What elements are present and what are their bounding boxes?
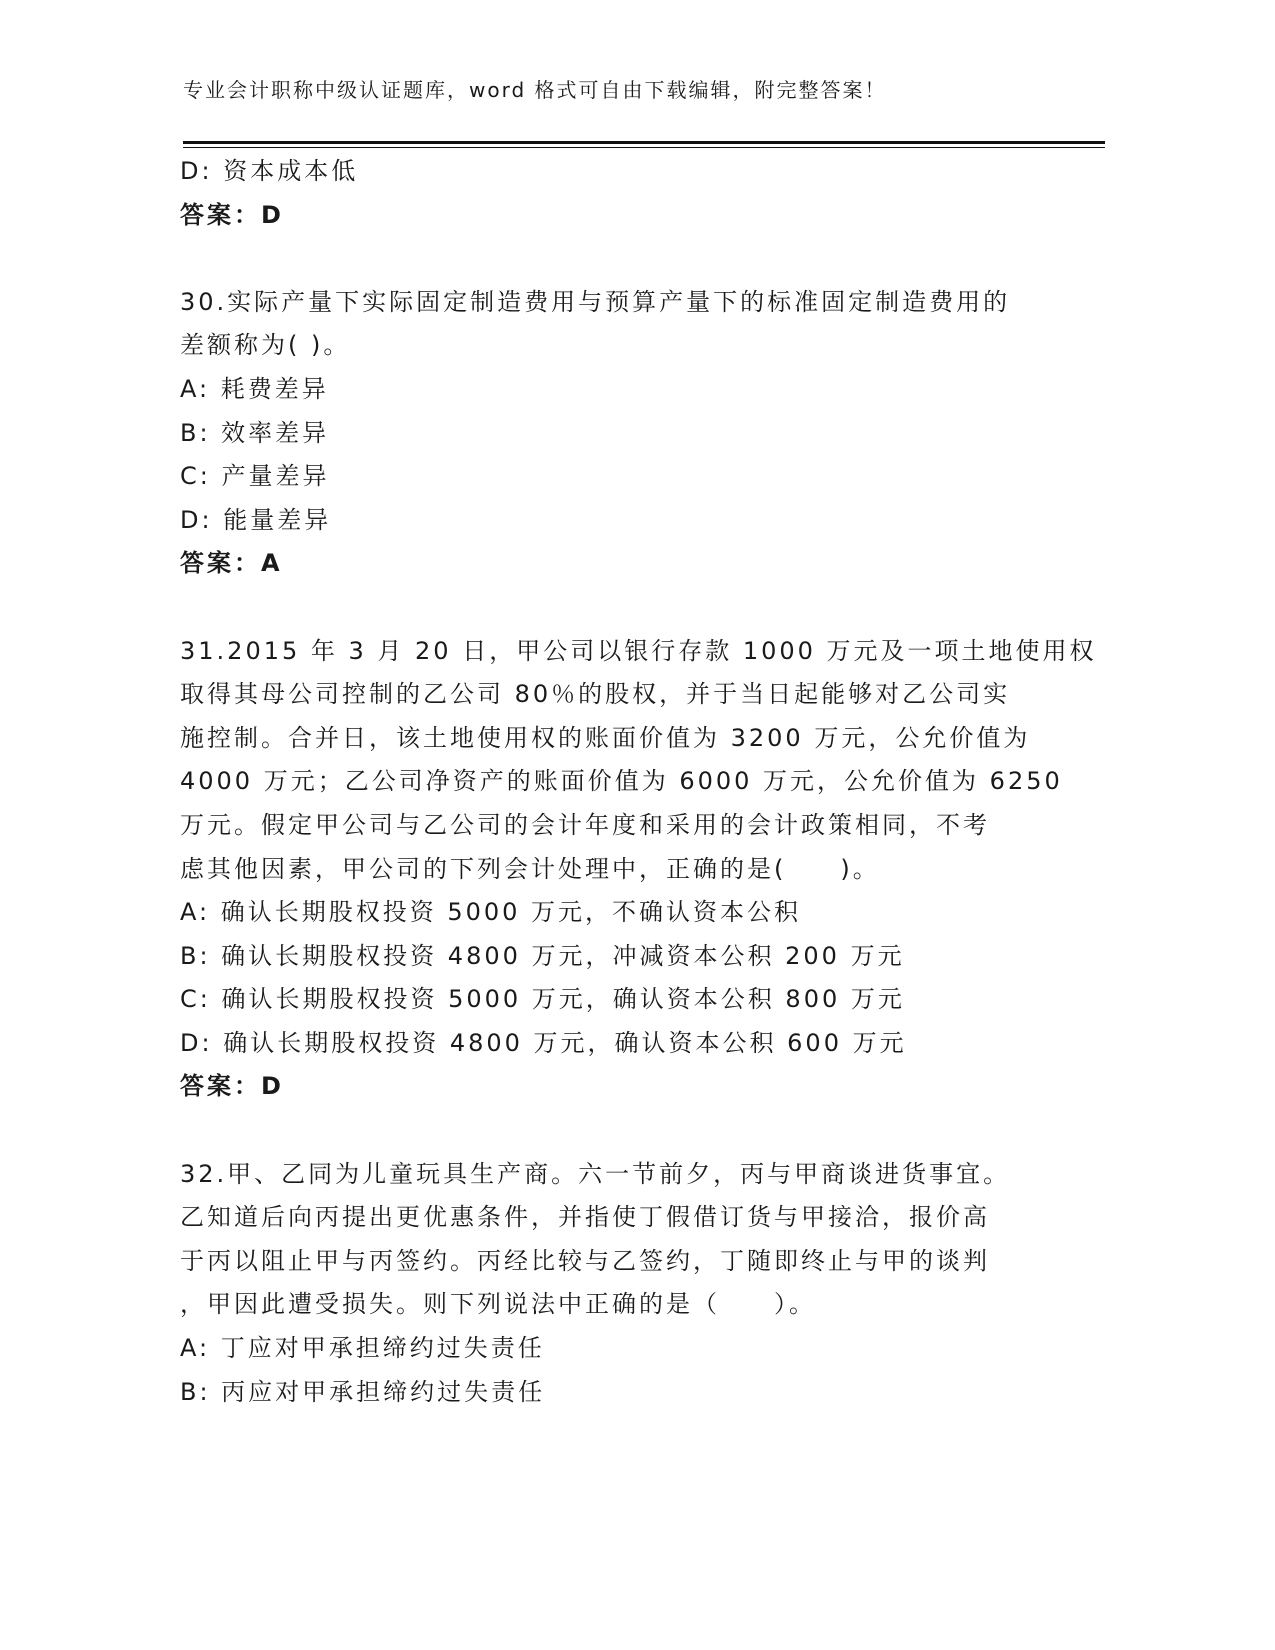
q30-option-d: D: 能量差异 xyxy=(180,505,332,534)
q30-option-a: A: 耗费差异 xyxy=(180,374,329,403)
q30-answer: 答案：A xyxy=(180,549,283,578)
prev-option-d: D: 资本成本低 xyxy=(180,157,359,185)
q32-option-b: B: 丙应对甲承担缔约过失责任 xyxy=(180,1377,546,1406)
spacer xyxy=(180,586,1060,630)
prev-answer: 答案：D xyxy=(180,200,284,229)
q31-option-b: B: 确认长期股权投资 4800 万元，冲减资本公积 200 万元 xyxy=(180,941,905,970)
header-rule-thick xyxy=(183,141,1105,144)
q31-answer: 答案：D xyxy=(180,1072,284,1101)
q32-stem-line: 乙知道后向丙提出更优惠条件，并指使丁假借订货与甲接洽，报价高 xyxy=(180,1203,990,1232)
header-rule-thin xyxy=(183,147,1105,148)
q30-option-c: C: 产量差异 xyxy=(180,462,330,491)
q31-option-c: C: 确认长期股权投资 5000 万元，确认资本公积 800 万元 xyxy=(180,985,905,1014)
q31-stem-line: 施控制。合并日，该土地使用权的账面价值为 3200 万元，公允价值为 xyxy=(180,723,1031,752)
q32-stem-line: ，甲因此遭受损失。则下列说法中正确的是（ ）。 xyxy=(180,1290,816,1319)
q31-stem-line: 31.2015 年 3 月 20 日，甲公司以银行存款 1000 万元及一项土地使用权 xyxy=(180,636,1097,665)
question-31 xyxy=(180,630,1097,1110)
page-header: 专业会计职称中级认证题库，word 格式可自由下载编辑，附完整答案！ xyxy=(183,78,887,102)
q30-stem-line: 差额称为( )。 xyxy=(180,331,351,360)
question-content xyxy=(180,150,1097,1414)
q32-option-a: A: 丁应对甲承担缔约过失责任 xyxy=(180,1334,545,1363)
q31-option-d: D: 确认长期股权投资 4800 万元，确认资本公积 600 万元 xyxy=(180,1028,907,1057)
q32-stem-line: 32.甲、乙同为儿童玩具生产商。六一节前夕，丙与甲商谈进货事宜。 xyxy=(180,1159,1011,1188)
q31-stem-line: 万元。假定甲公司与乙公司的会计年度和采用的会计政策相同，不考 xyxy=(180,810,990,839)
question-32 xyxy=(180,1153,1060,1415)
q30-option-b: B: 效率差异 xyxy=(180,418,330,447)
q31-stem-line: 虑其他因素，甲公司的下列会计处理中，正确的是( )。 xyxy=(180,854,880,883)
q30-stem-line: 30.实际产量下实际固定制造费用与预算产量下的标准固定制造费用的 xyxy=(180,287,1011,316)
q31-stem-line: 取得其母公司控制的乙公司 80％的股权，并于当日起能够对乙公司实 xyxy=(180,680,1011,709)
question-30 xyxy=(180,281,1060,586)
q32-stem-line: 于丙以阻止甲与丙签约。丙经比较与乙签约，丁随即终止与甲的谈判 xyxy=(180,1246,990,1275)
q31-option-a: A: 确认长期股权投资 5000 万元，不确认资本公积 xyxy=(180,898,802,927)
spacer xyxy=(180,1109,1060,1153)
q31-stem-line: 4000 万元；乙公司净资产的账面价值为 6000 万元，公允价值为 6250 xyxy=(180,767,1063,796)
spacer xyxy=(180,237,1060,281)
